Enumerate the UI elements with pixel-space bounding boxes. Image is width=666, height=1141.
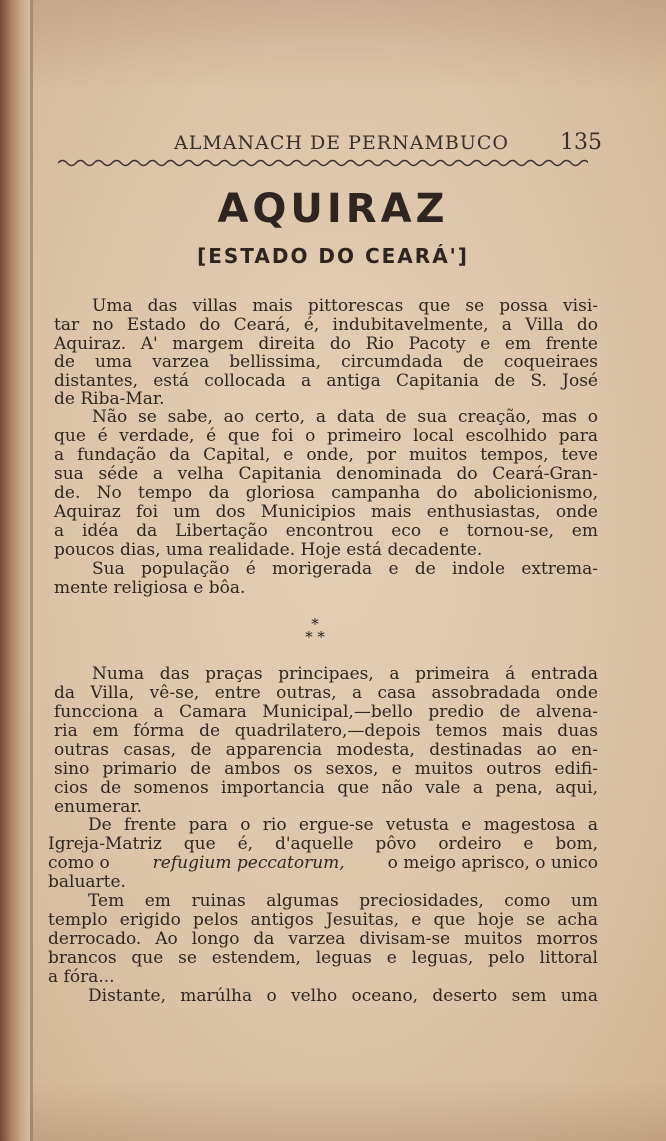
text-line: de. No tempo da gloriosa campanha do abolicionismo, [54, 483, 598, 503]
asterism-divider [290, 615, 340, 650]
text-line: Distante, marúlha o velho oceano, deserto sem uma [88, 986, 598, 1006]
text-line: De frente para o rio ergue-se vetusta e magestosa a [88, 815, 598, 835]
text-line: de uma varzea bellissima, circumdada de coqueiraes [54, 352, 598, 372]
running-head-title: ALMANACH DE PERNAMBUCO [174, 132, 509, 154]
text-line: sino primario de ambos os sexos, e muitos outros edifi- [54, 759, 598, 779]
text-line: que é verdade, é que foi o primeiro local escolhido para [54, 426, 598, 446]
text-line: a idéa da Libertação encontrou eco e tornou-se, em [54, 521, 598, 541]
text-line: Uma das villas mais pittorescas que se possa visi- [92, 296, 598, 316]
asterism-bottom: * * [305, 628, 325, 646]
text-line: funcciona a Camara Municipal,—bello predio de alvena- [54, 702, 598, 722]
text-line-mixed [48, 853, 598, 873]
text-line: de Riba-Mar. [54, 389, 165, 409]
text-line: enumerar. [54, 797, 143, 817]
text-line: Igreja-Matriz que é, d'aquelle pôvo ordeiro e bom, [48, 834, 598, 854]
text-line: derrocado. Ao longo da varzea divisam-se muitos morros [48, 929, 598, 949]
text-line: poucos dias, uma realidade. Hoje está decadente. [54, 540, 483, 560]
text-line: ria em fórma de quadrilatero,—depois temos mais duas [54, 721, 598, 741]
text-line: distantes, está collocada a antiga Capitania de S. José [54, 371, 598, 391]
text-line: mente religiosa e bôa. [54, 578, 246, 598]
text-line: templo erigido pelos antigos Jesuitas, e que hoje se acha [48, 910, 598, 930]
page-stain-top [30, 0, 666, 90]
page-stain-bottom [30, 1081, 666, 1141]
text-line: a fundação da Capital, e onde, por muitos tempos, teve [54, 445, 598, 465]
text-line: da Villa, vê-se, entre outras, a casa assobradada onde [54, 683, 598, 703]
text-line: baluarte. [48, 872, 126, 892]
article-subtitle: [ESTADO DO CEARÁ'] [197, 244, 469, 268]
text-line: Não se sabe, ao certo, a data de sua creação, mas o [92, 407, 598, 427]
text-line: Sua população é morigerada e de indole extrema- [92, 559, 598, 579]
text-line: cios de somenos importancia que não vale a pena, aqui, [54, 778, 598, 798]
text-line: tar no Estado do Ceará, é, indubitavelmente, a Villa do [54, 315, 598, 335]
text-line: a fóra... [48, 967, 115, 987]
book-spine [0, 0, 30, 1141]
page-number: 135 [560, 130, 602, 155]
ornamental-rule [58, 157, 588, 169]
text-span: como o [48, 853, 110, 873]
text-line: sua séde a velha Capitania denominada do Ceará-Gran- [54, 464, 598, 484]
text-line: brancos que se estendem, leguas e leguas, pelo littoral [48, 948, 598, 968]
text-line: Aquiraz. A' margem direita do Rio Pacoty e em frente [54, 334, 598, 354]
text-line: Numa das praças principaes, a primeira á entrada [92, 664, 598, 684]
latin-phrase: refugium peccatorum, [152, 853, 345, 873]
gutter-line [30, 0, 33, 1141]
asterism-top: * [311, 615, 319, 633]
text-line: Tem em ruinas algumas preciosidades, como um [88, 891, 598, 911]
text-span: o meigo aprisco, o unico [387, 853, 598, 873]
text-line: outras casas, de apparencia modesta, destinadas ao en- [54, 740, 598, 760]
article-title: AQUIRAZ [217, 186, 449, 232]
text-line: Aquiraz foi um dos Municipios mais enthusiastas, onde [54, 502, 598, 522]
